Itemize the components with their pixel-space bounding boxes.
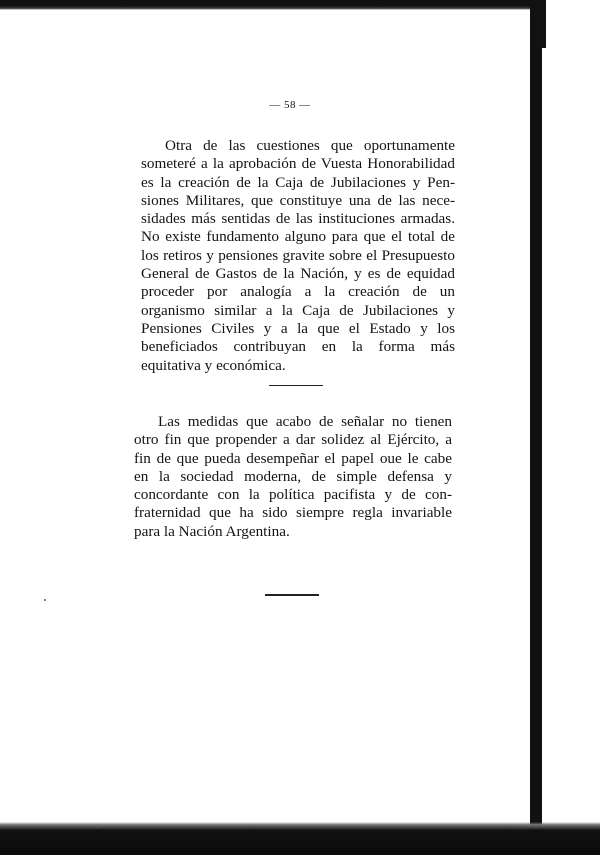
section-divider bbox=[269, 385, 323, 386]
scan-speck bbox=[96, 826, 98, 828]
end-rule bbox=[265, 594, 319, 596]
scan-edge-bar bbox=[530, 0, 542, 855]
paragraph-conclusion: Las medidas que acabo de señalar no tienen otro fin que propender a dar solidez al Ejército, a fin de que pueda desempeñar el papel oue le cabe en la sociedad moderna, de simple defensa y concordante con la política pacifista y de confraternidad que ha sido siempre regla invariable para la Nación Argentina. bbox=[134, 413, 452, 540]
scan-border-right bbox=[530, 0, 600, 855]
page-number: — 58 — bbox=[269, 99, 311, 111]
scan-border-bottom bbox=[0, 822, 600, 855]
scan-edge-notch bbox=[540, 0, 546, 48]
scan-border-top bbox=[0, 0, 600, 10]
scan-speck bbox=[44, 599, 46, 601]
paragraph-pension-fund: Otra de las cuestiones que oportunamente someteré a la aprobación de Vuesta Honorabilidad es la creación de la Caja de Jubilaciones y Pensiones Militares, que constituye una de las necesidades más sentidas de las instituciones armadas. No existe fundamento alguno para que el total de los retiros y pensiones gravite sobre el Presupuesto General de Gastos de la Nación, y es de equidad proceder por analogía a la creación de un organismo similar a la Caja de Jubilaciones y Pensiones Civiles y a la que el Estado y los beneficiados contribuyan en la forma más equitativa y económica. bbox=[141, 137, 455, 374]
